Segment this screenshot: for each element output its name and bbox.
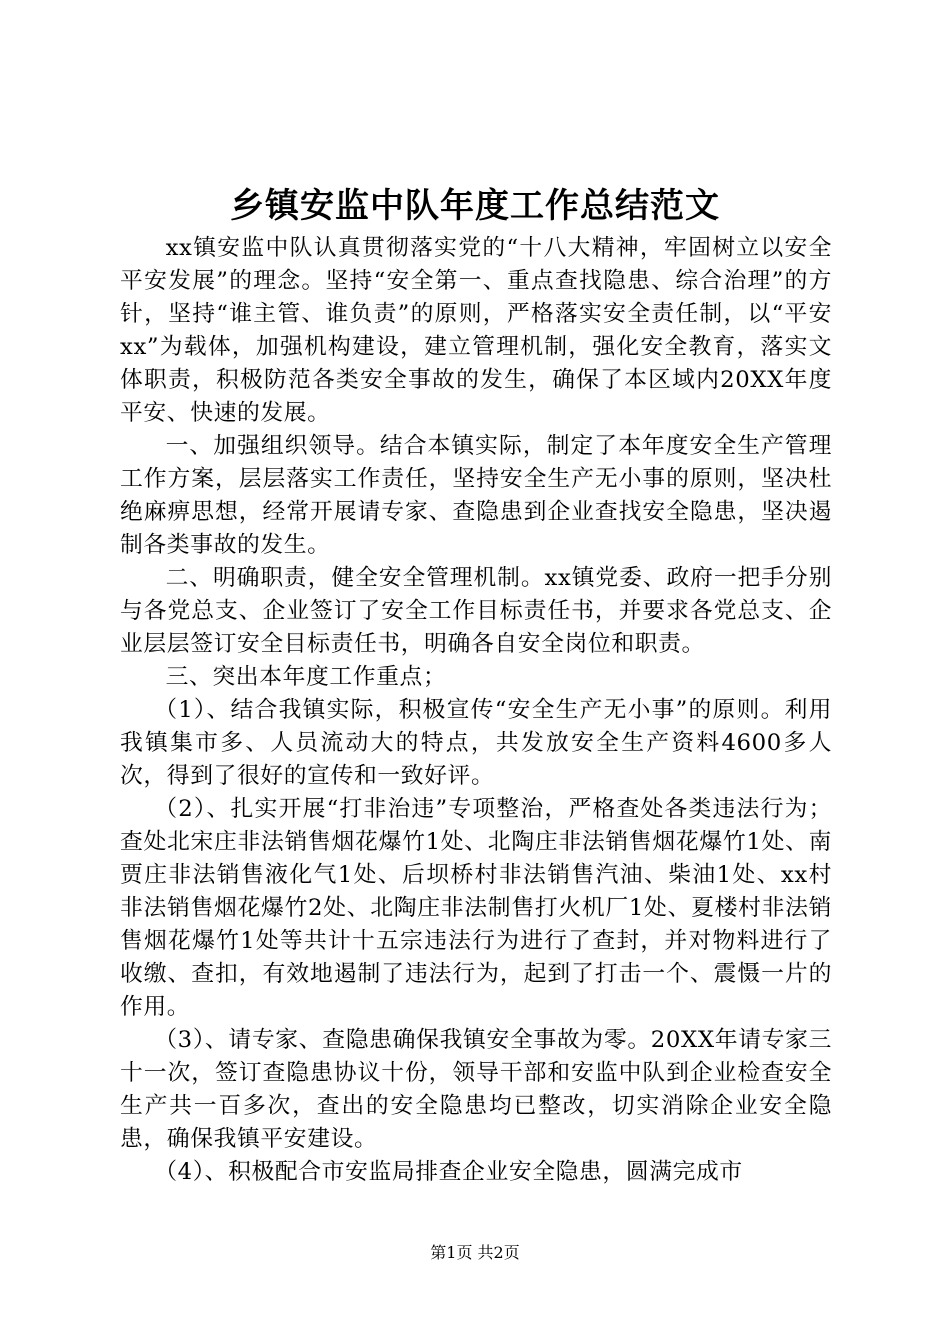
paragraph-section-3-heading: 三、突出本年度工作重点；: [165, 664, 447, 690]
paragraph-section-2: 二、明确职责，健全安全管理机制。xx镇党委、政府一把手分别与各党总支、企业签订了安全工作目标责任书，并要求各党总支、企业层层签订安全目标责任书，明确各自安全岗位和职责。: [120, 565, 832, 657]
paragraph-item-4: （4）、积极配合市安监局排查企业安全隐患，圆满完成市: [154, 1159, 743, 1185]
paragraph-section-1: 一、加强组织领导。结合本镇实际，制定了本年度安全生产管理工作方案，层层落实工作责任，坚持安全生产无小事的原则，坚决杜绝麻痹思想，经常开展请专家、查隐患到企业查找安全隐患，坚决遏制各类事故的发生。: [120, 433, 832, 558]
document-title: 乡镇安监中队年度工作总结范文: [230, 186, 720, 226]
page-number-footer: 第1页 共2页: [430, 1243, 520, 1262]
paragraph-item-1: （1）、结合我镇实际，积极宣传“安全生产无小事”的原则。利用我镇集市多、人员流动大的特点，共发放安全生产资料4600多人次，得到了很好的宣传和一致好评。: [120, 697, 832, 789]
paragraph-item-3: （3）、请专家、查隐患确保我镇安全事故为零。20XX年请专家三十一次，签订查隐患协议十份，领导干部和安监中队到企业检查安全生产共一百多次，查出的安全隐患均已整改，切实消除企业安全隐患，确保我镇平安建设。: [120, 1027, 832, 1152]
paragraph-intro: xx镇安监中队认真贯彻落实党的“十八大精神，牢固树立以安全平安发展”的理念。坚持“安全第一、重点查找隐患、综合治理”的方针，坚持“谁主管、谁负责”的原则，严格落实安全责任制，以“平安xx”为载体，加强机构建设，建立管理机制，强化安全教育，落实文体职责，积极防范各类安全事故的发生，确保了本区域内20XX年度平安、快速的发展。: [120, 235, 832, 426]
paragraph-item-2: （2）、扎实开展“打非治违”专项整治，严格查处各类违法行为；查处北宋庄非法销售烟花爆竹1处、北陶庄非法销售烟花爆竹1处、南贾庄非法销售液化气1处、后坝桥村非法销售汽油、柴油1处、xx村非法销售烟花爆竹2处、北陶庄非法制售打火机厂1处、夏楼村非法销售烟花爆竹1处等共计十五宗违法行为进行了查封，并对物料进行了收缴、查扣，有效地遏制了违法行为，起到了打击一个、震慑一片的作用。: [120, 796, 832, 1020]
document-body: [120, 232, 832, 1189]
